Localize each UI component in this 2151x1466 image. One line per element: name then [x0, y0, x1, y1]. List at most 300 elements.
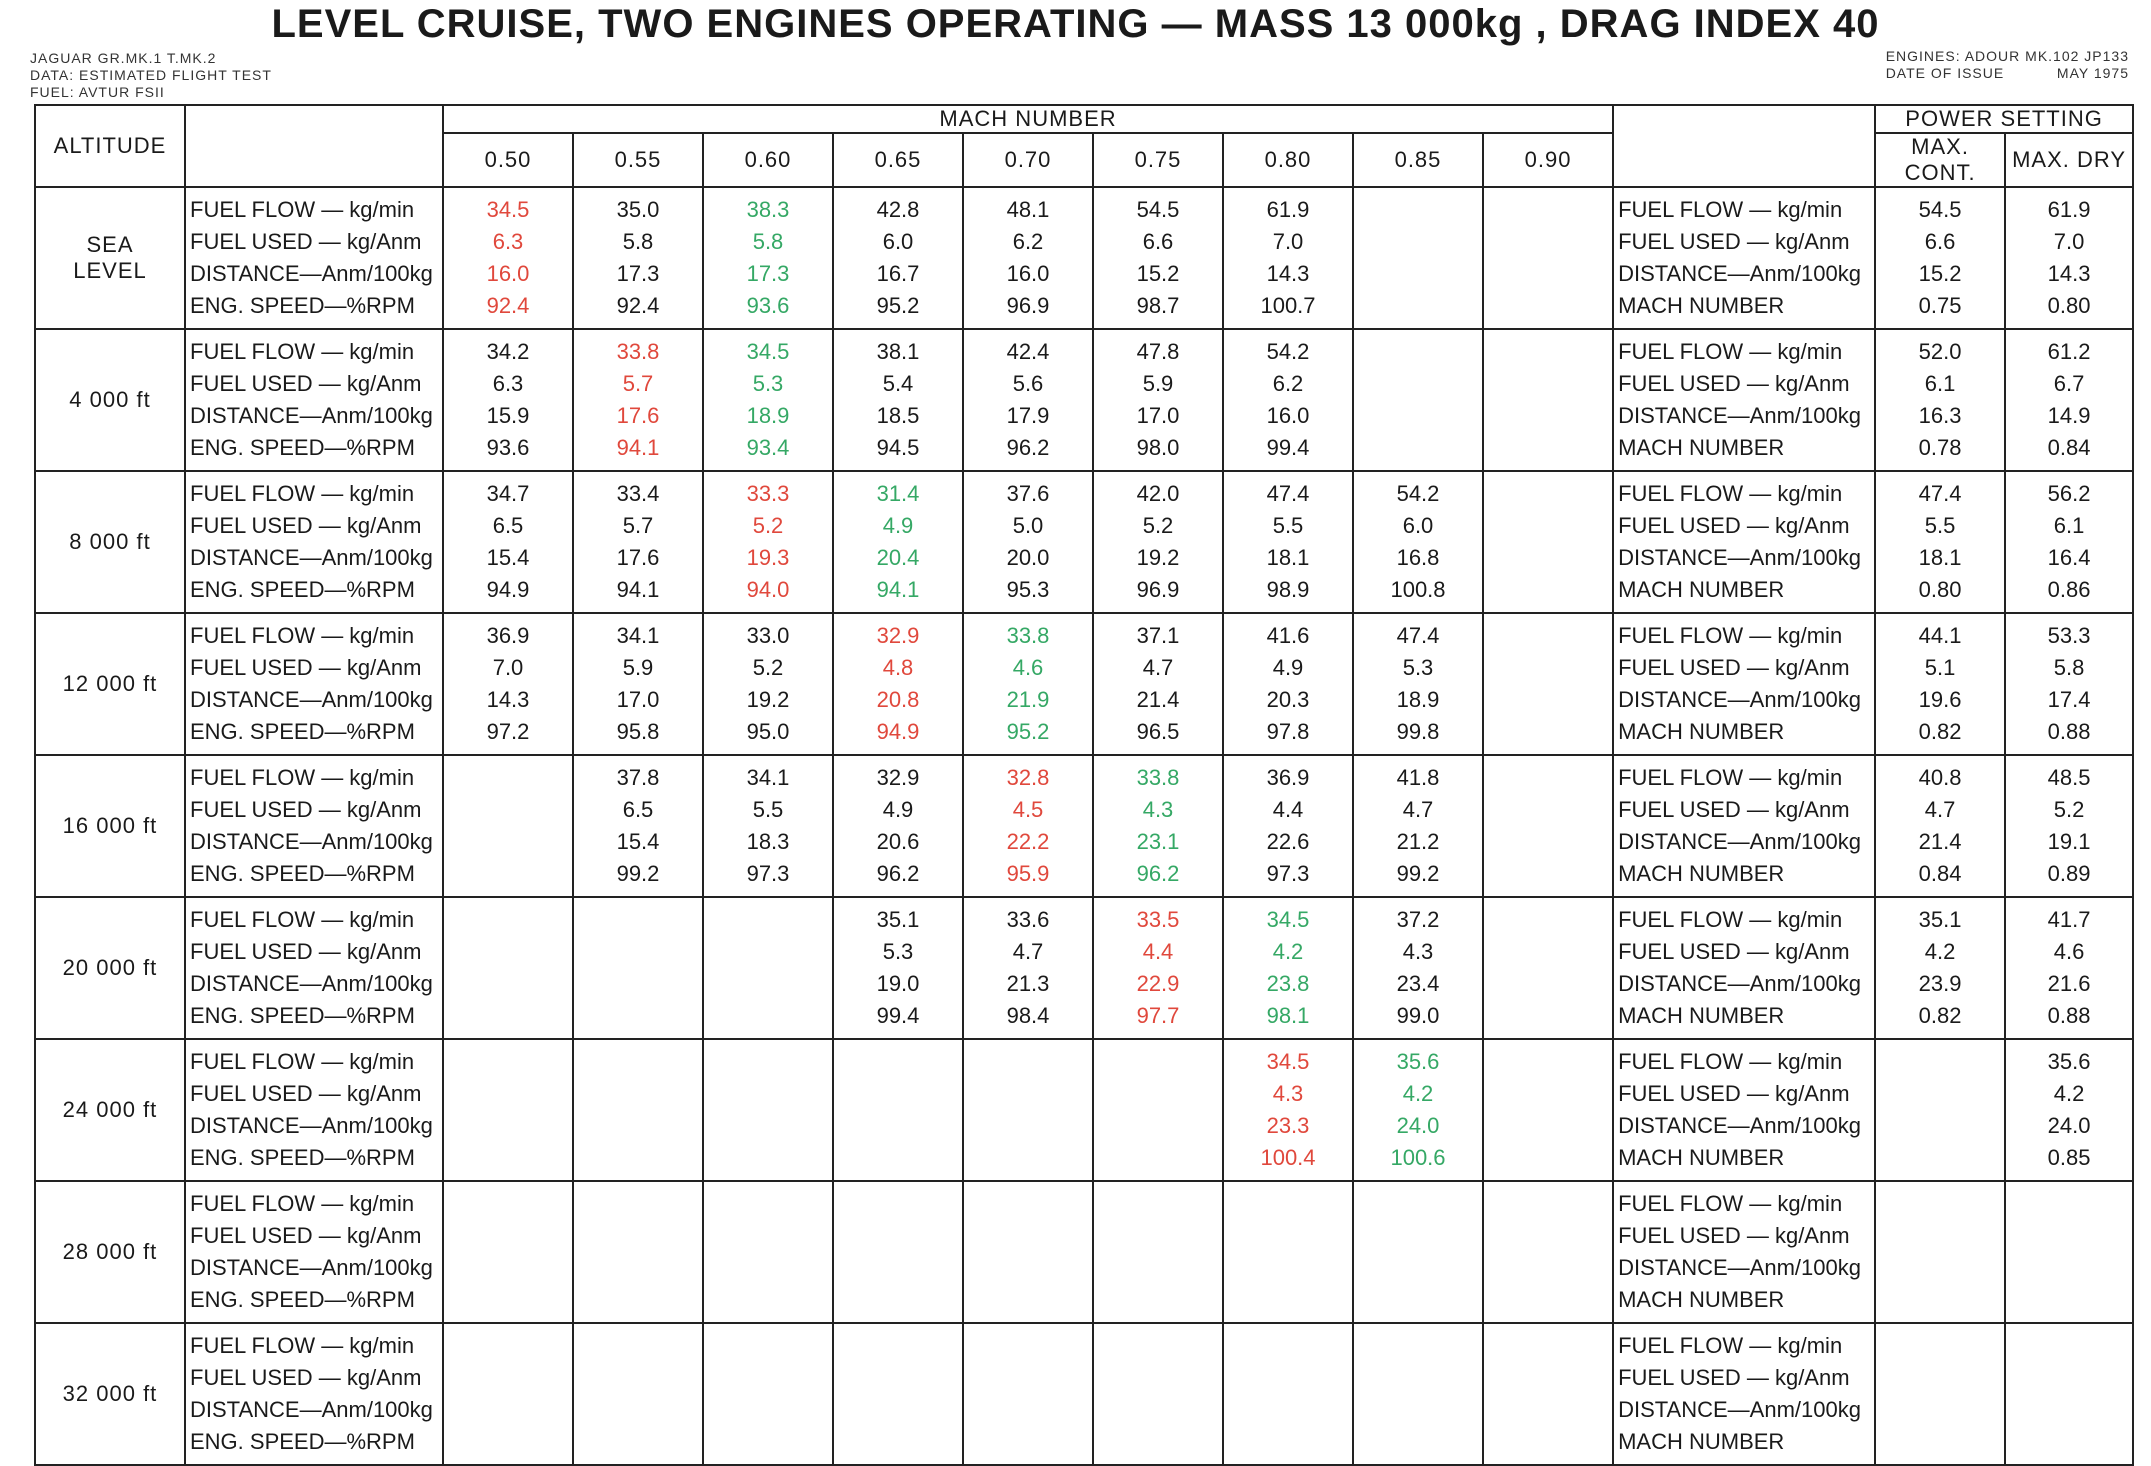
data-value: 4.3	[1402, 939, 1434, 964]
data-value	[1224, 1252, 1352, 1284]
data-value: 4.7	[1142, 655, 1174, 680]
data-value: 17.9	[1006, 403, 1050, 428]
altitude-row	[35, 471, 2133, 613]
parameter-label: DISTANCE—Anm/100kg	[190, 1255, 433, 1280]
parameter-labels	[185, 1039, 443, 1181]
altitude-label	[35, 1323, 185, 1465]
mach-data-cell	[1483, 755, 1613, 897]
power-data-cell	[2005, 897, 2133, 1039]
data-value	[444, 1426, 572, 1458]
power-value: 0.82	[1918, 1003, 1962, 1028]
mach-data-cell	[1353, 1323, 1483, 1465]
data-value	[964, 1284, 1092, 1316]
data-value	[1484, 904, 1612, 936]
data-value	[834, 1188, 962, 1220]
data-value: 34.5	[486, 197, 530, 222]
mach-data-cell	[1483, 1039, 1613, 1181]
data-value	[1354, 336, 1482, 368]
data-value	[1484, 368, 1612, 400]
data-value: 36.9	[486, 623, 530, 648]
data-value	[1094, 1188, 1222, 1220]
data-value: 4.7	[1402, 797, 1434, 822]
data-value: 16.0	[486, 261, 530, 286]
power-value: 61.9	[2047, 197, 2091, 222]
power-parameter-label: FUEL FLOW — kg/min	[1618, 197, 1843, 222]
data-value: 33.6	[1006, 907, 1050, 932]
data-value	[964, 1362, 1092, 1394]
data-value	[444, 1220, 572, 1252]
parameter-label: FUEL USED — kg/Anm	[190, 1223, 422, 1248]
power-value	[2006, 1188, 2132, 1220]
mach-data-cell	[833, 755, 963, 897]
data-value	[1354, 1362, 1482, 1394]
data-value: 4.2	[1402, 1081, 1434, 1106]
power-parameter-label: DISTANCE—Anm/100kg	[1618, 403, 1861, 428]
power-parameter-label: FUEL USED — kg/Anm	[1618, 1223, 1850, 1248]
data-value: 42.4	[1006, 339, 1050, 364]
power-parameter-label: FUEL FLOW — kg/min	[1618, 1191, 1843, 1216]
power-parameter-label: FUEL FLOW — kg/min	[1618, 907, 1843, 932]
altitude-label-line: 28 000 ft	[62, 1239, 158, 1264]
data-value: 32.9	[876, 623, 920, 648]
data-value: 94.1	[876, 577, 920, 602]
data-value: 15.9	[486, 403, 530, 428]
data-value	[444, 1110, 572, 1142]
power-value: 5.2	[2053, 797, 2085, 822]
mach-column-header: 0.65	[833, 133, 963, 187]
data-value: 97.3	[1266, 861, 1310, 886]
data-value	[1484, 826, 1612, 858]
data-value	[704, 1046, 832, 1078]
data-value: 47.4	[1266, 481, 1310, 506]
mach-data-cell	[703, 329, 833, 471]
power-value	[2006, 1220, 2132, 1252]
data-value	[574, 1284, 702, 1316]
data-value	[964, 1078, 1092, 1110]
data-value	[1354, 368, 1482, 400]
altitude-label-line: SEA	[86, 232, 134, 257]
data-value: 17.3	[616, 261, 660, 286]
data-value: 35.0	[616, 197, 660, 222]
data-value: 22.6	[1266, 829, 1310, 854]
data-value: 37.6	[1006, 481, 1050, 506]
data-value: 21.2	[1396, 829, 1440, 854]
parameter-label: ENG. SPEED—%RPM	[190, 861, 415, 886]
data-value: 100.6	[1390, 1145, 1446, 1170]
power-value: 15.2	[1918, 261, 1962, 286]
data-value	[1484, 1362, 1612, 1394]
data-value	[1484, 478, 1612, 510]
power-parameter-label: FUEL FLOW — kg/min	[1618, 481, 1843, 506]
power-value	[1876, 1220, 2004, 1252]
data-value: 6.2	[1012, 229, 1044, 254]
power-value: 19.1	[2047, 829, 2091, 854]
data-value	[1094, 1252, 1222, 1284]
data-value: 5.4	[882, 371, 914, 396]
data-value: 4.6	[1012, 655, 1044, 680]
power-data-cell	[1875, 613, 2005, 755]
data-value	[444, 1252, 572, 1284]
data-value: 19.2	[746, 687, 790, 712]
mach-data-cell	[1223, 1323, 1353, 1465]
data-value	[834, 1142, 962, 1174]
data-value	[1484, 968, 1612, 1000]
data-value	[1484, 432, 1612, 464]
issue-date-value: MAY 1975	[2056, 65, 2129, 81]
data-value: 4.9	[882, 797, 914, 822]
data-value	[1484, 684, 1612, 716]
data-value	[1094, 1426, 1222, 1458]
mach-data-cell	[963, 613, 1093, 755]
power-value: 0.78	[1918, 435, 1962, 460]
data-value	[574, 1110, 702, 1142]
power-parameter-label: FUEL USED — kg/Anm	[1618, 371, 1850, 396]
data-value: 48.1	[1006, 197, 1050, 222]
data-value: 42.0	[1136, 481, 1180, 506]
data-value: 16.0	[1006, 261, 1050, 286]
parameter-labels	[185, 613, 443, 755]
data-value: 17.0	[616, 687, 660, 712]
mach-data-cell	[573, 897, 703, 1039]
data-value	[1484, 510, 1612, 542]
aircraft-info-line: FUEL: AVTUR FSII	[30, 84, 165, 100]
power-parameter-label: FUEL USED — kg/Anm	[1618, 655, 1850, 680]
data-value: 5.9	[622, 655, 654, 680]
parameter-label: ENG. SPEED—%RPM	[190, 1145, 415, 1170]
power-value: 6.1	[2053, 513, 2085, 538]
data-value: 34.2	[486, 339, 530, 364]
data-value: 5.5	[1272, 513, 1304, 538]
data-value	[574, 1362, 702, 1394]
mach-data-cell	[963, 1039, 1093, 1181]
data-value: 5.3	[882, 939, 914, 964]
power-value: 0.89	[2047, 861, 2091, 886]
cruise-data-table	[34, 104, 2134, 1466]
power-value: 56.2	[2047, 481, 2091, 506]
power-value: 6.6	[1924, 229, 1956, 254]
power-data-cell	[2005, 613, 2133, 755]
data-value: 94.9	[876, 719, 920, 744]
data-value: 20.8	[876, 687, 920, 712]
data-value: 4.4	[1272, 797, 1304, 822]
parameter-labels	[185, 1323, 443, 1465]
parameter-label: FUEL FLOW — kg/min	[190, 1049, 415, 1074]
data-value	[1354, 1394, 1482, 1426]
mach-data-cell	[1353, 471, 1483, 613]
parameter-label: FUEL USED — kg/Anm	[190, 797, 422, 822]
mach-data-cell	[1483, 187, 1613, 329]
data-value: 96.5	[1136, 719, 1180, 744]
power-value: 4.7	[1924, 797, 1956, 822]
data-value	[444, 794, 572, 826]
mach-data-cell	[1353, 897, 1483, 1039]
data-value	[964, 1046, 1092, 1078]
mach-data-cell	[833, 897, 963, 1039]
power-data-cell	[1875, 187, 2005, 329]
power-parameter-label: FUEL USED — kg/Anm	[1618, 513, 1850, 538]
mach-data-cell	[1483, 613, 1613, 755]
mach-column-header: 0.55	[573, 133, 703, 187]
altitude-row	[35, 897, 2133, 1039]
parameter-label: DISTANCE—Anm/100kg	[190, 1113, 433, 1138]
data-value: 95.8	[616, 719, 660, 744]
engine-info	[1886, 48, 2129, 82]
power-value: 5.1	[1924, 655, 1956, 680]
data-value	[574, 1252, 702, 1284]
mach-data-cell	[1093, 1181, 1223, 1323]
data-value: 33.4	[616, 481, 660, 506]
data-value: 23.3	[1266, 1113, 1310, 1138]
parameter-label: ENG. SPEED—%RPM	[190, 435, 415, 460]
data-value	[1484, 1000, 1612, 1032]
mach-data-cell	[1223, 187, 1353, 329]
mach-data-cell	[1223, 1181, 1353, 1323]
data-value: 99.2	[1396, 861, 1440, 886]
aircraft-info-line: DATA: ESTIMATED FLIGHT TEST	[30, 67, 272, 83]
mach-data-cell	[1353, 329, 1483, 471]
parameter-label: ENG. SPEED—%RPM	[190, 1287, 415, 1312]
data-value: 97.7	[1136, 1003, 1180, 1028]
data-value	[574, 1000, 702, 1032]
mach-data-cell	[443, 1039, 573, 1181]
altitude-label-line: 4 000 ft	[69, 387, 151, 412]
data-value: 5.7	[622, 513, 654, 538]
data-value	[1484, 290, 1612, 322]
data-value	[1094, 1362, 1222, 1394]
mach-data-cell	[573, 329, 703, 471]
power-value	[2006, 1252, 2132, 1284]
data-value	[704, 904, 832, 936]
power-value: 7.0	[2053, 229, 2085, 254]
data-value: 4.8	[882, 655, 914, 680]
power-value: 18.1	[1918, 545, 1962, 570]
mach-column-header: 0.90	[1483, 133, 1613, 187]
parameter-label: FUEL FLOW — kg/min	[190, 1191, 415, 1216]
mach-data-cell	[1483, 471, 1613, 613]
data-value	[444, 1362, 572, 1394]
power-parameter-label: FUEL USED — kg/Anm	[1618, 939, 1850, 964]
mach-number-header: MACH NUMBER	[443, 105, 1613, 133]
power-value: 0.80	[1918, 577, 1962, 602]
mach-data-cell	[833, 613, 963, 755]
mach-data-cell	[1093, 755, 1223, 897]
parameter-label: DISTANCE—Anm/100kg	[190, 971, 433, 996]
mach-column-header: 0.50	[443, 133, 573, 187]
data-value	[1484, 1078, 1612, 1110]
power-value: 0.82	[1918, 719, 1962, 744]
mach-data-cell	[443, 613, 573, 755]
power-data-cell	[1875, 471, 2005, 613]
data-value: 22.9	[1136, 971, 1180, 996]
data-value: 33.5	[1136, 907, 1180, 932]
data-value	[1484, 1330, 1612, 1362]
data-value: 4.3	[1272, 1081, 1304, 1106]
data-value	[1354, 226, 1482, 258]
data-value	[1354, 1188, 1482, 1220]
data-value: 98.7	[1136, 293, 1180, 318]
mach-data-cell	[1483, 897, 1613, 1039]
parameter-label: FUEL FLOW — kg/min	[190, 339, 415, 364]
power-value: 19.6	[1918, 687, 1962, 712]
altitude-label	[35, 613, 185, 755]
data-value: 19.3	[746, 545, 790, 570]
altitude-label	[35, 897, 185, 1039]
data-value: 33.8	[616, 339, 660, 364]
data-value: 93.6	[746, 293, 790, 318]
data-value: 93.6	[486, 435, 530, 460]
data-value: 6.6	[1142, 229, 1174, 254]
data-value: 47.8	[1136, 339, 1180, 364]
data-value	[444, 936, 572, 968]
mach-data-cell	[443, 471, 573, 613]
power-value	[1876, 1362, 2004, 1394]
mach-data-cell	[833, 1039, 963, 1181]
parameter-label: DISTANCE—Anm/100kg	[190, 545, 433, 570]
data-value: 34.1	[616, 623, 660, 648]
data-value: 20.6	[876, 829, 920, 854]
data-value	[1354, 1330, 1482, 1362]
data-value: 31.4	[876, 481, 920, 506]
data-value	[1484, 574, 1612, 606]
data-value	[1094, 1394, 1222, 1426]
power-parameter-label: MACH NUMBER	[1618, 577, 1785, 602]
altitude-label	[35, 329, 185, 471]
mach-data-cell	[1353, 755, 1483, 897]
mach-data-cell	[703, 1181, 833, 1323]
data-value	[1484, 620, 1612, 652]
data-value: 33.8	[1136, 765, 1180, 790]
power-value: 0.88	[2047, 1003, 2091, 1028]
data-value	[444, 1000, 572, 1032]
data-value: 5.0	[1012, 513, 1044, 538]
power-value: 24.0	[2047, 1113, 2091, 1138]
parameter-label: DISTANCE—Anm/100kg	[190, 687, 433, 712]
power-parameter-labels	[1613, 187, 1875, 329]
power-data-cell	[2005, 1181, 2133, 1323]
data-value	[964, 1426, 1092, 1458]
mach-data-cell	[573, 613, 703, 755]
power-value: 4.6	[2053, 939, 2085, 964]
data-value: 24.0	[1396, 1113, 1440, 1138]
parameter-label: FUEL FLOW — kg/min	[190, 197, 415, 222]
data-value	[1354, 194, 1482, 226]
power-data-cell	[1875, 897, 2005, 1039]
power-value: 17.4	[2047, 687, 2091, 712]
data-value: 6.5	[492, 513, 524, 538]
data-value	[704, 1284, 832, 1316]
data-value: 38.3	[746, 197, 790, 222]
parameter-label: FUEL USED — kg/Anm	[190, 229, 422, 254]
parameter-labels	[185, 755, 443, 897]
issue-date-label: DATE OF ISSUE	[1885, 65, 2005, 81]
data-value	[1484, 1284, 1612, 1316]
power-parameter-label: FUEL FLOW — kg/min	[1618, 623, 1843, 648]
data-value	[1484, 1394, 1612, 1426]
data-value: 37.2	[1396, 907, 1440, 932]
data-value	[834, 1330, 962, 1362]
data-value	[1484, 936, 1612, 968]
data-value: 94.0	[746, 577, 790, 602]
data-value: 18.9	[746, 403, 790, 428]
mach-data-cell	[833, 1181, 963, 1323]
mach-data-cell	[573, 1181, 703, 1323]
power-parameter-label: FUEL USED — kg/Anm	[1618, 1081, 1850, 1106]
mach-data-cell	[963, 471, 1093, 613]
mach-data-cell	[833, 1323, 963, 1465]
power-value	[1876, 1142, 2004, 1174]
data-value: 99.0	[1396, 1003, 1440, 1028]
mach-data-cell	[443, 1323, 573, 1465]
mach-data-cell	[1093, 1039, 1223, 1181]
power-parameter-labels	[1613, 329, 1875, 471]
power-value: 53.3	[2047, 623, 2091, 648]
altitude-label	[35, 187, 185, 329]
power-value: 14.9	[2047, 403, 2091, 428]
power-value: 16.3	[1918, 403, 1962, 428]
mach-data-cell	[573, 187, 703, 329]
data-value: 7.0	[492, 655, 524, 680]
power-parameter-label: MACH NUMBER	[1618, 1003, 1785, 1028]
power-parameter-label: DISTANCE—Anm/100kg	[1618, 261, 1861, 286]
altitude-label-line: 8 000 ft	[69, 529, 151, 554]
power-value	[2006, 1330, 2132, 1362]
mach-data-cell	[1483, 1323, 1613, 1465]
mach-data-cell	[1353, 1181, 1483, 1323]
power-value: 21.6	[2047, 971, 2091, 996]
data-value	[964, 1220, 1092, 1252]
data-value: 92.4	[486, 293, 530, 318]
power-value: 61.2	[2047, 339, 2091, 364]
data-value	[834, 1394, 962, 1426]
mach-data-cell	[703, 1039, 833, 1181]
mach-data-cell	[703, 187, 833, 329]
data-value: 4.9	[1272, 655, 1304, 680]
mach-data-cell	[1223, 471, 1353, 613]
data-value	[704, 1426, 832, 1458]
data-value	[1224, 1284, 1352, 1316]
data-value: 35.6	[1396, 1049, 1440, 1074]
power-value	[1876, 1046, 2004, 1078]
data-value: 34.5	[1266, 1049, 1310, 1074]
power-value: 44.1	[1918, 623, 1962, 648]
data-value	[834, 1078, 962, 1110]
altitude-label-line: 16 000 ft	[62, 813, 158, 838]
data-value	[1484, 1110, 1612, 1142]
data-value	[444, 1284, 572, 1316]
power-data-cell	[2005, 329, 2133, 471]
data-value	[444, 968, 572, 1000]
data-value	[1484, 194, 1612, 226]
power-parameter-label: FUEL USED — kg/Anm	[1618, 797, 1850, 822]
altitude-row	[35, 187, 2133, 329]
data-value	[1354, 258, 1482, 290]
power-value	[1876, 1330, 2004, 1362]
power-value: 48.5	[2047, 765, 2091, 790]
altitude-row	[35, 755, 2133, 897]
data-value	[1224, 1362, 1352, 1394]
data-value: 95.2	[1006, 719, 1050, 744]
data-value: 4.7	[1012, 939, 1044, 964]
data-value: 4.4	[1142, 939, 1174, 964]
mach-data-cell	[1353, 187, 1483, 329]
power-parameter-labels	[1613, 613, 1875, 755]
mach-data-cell	[963, 897, 1093, 1039]
data-value	[444, 858, 572, 890]
data-value: 18.5	[876, 403, 920, 428]
data-value: 98.4	[1006, 1003, 1050, 1028]
power-parameter-label: MACH NUMBER	[1618, 1429, 1785, 1454]
mach-data-cell	[963, 187, 1093, 329]
